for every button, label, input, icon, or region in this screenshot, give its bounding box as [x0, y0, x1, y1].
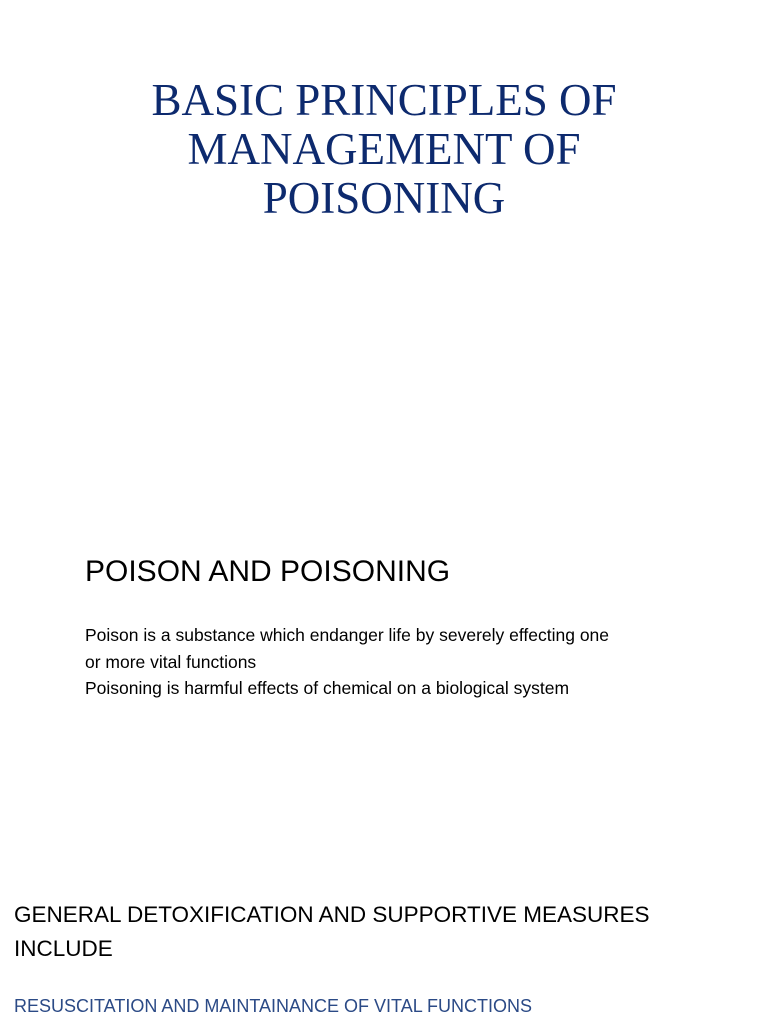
detox-heading: [14, 898, 734, 966]
definition-line: Poison is a substance which endanger life by severely effecting one: [85, 625, 610, 645]
slide-title-line: MANAGEMENT OF: [187, 124, 581, 174]
slide-title-line: BASIC PRINCIPLES OF: [151, 75, 617, 125]
section-heading: POISON AND POISONING: [85, 555, 451, 588]
slide-title: [84, 76, 684, 223]
resuscitation-subheading: RESUSCITATION AND MAINTAINANCE OF VITAL FUNCTIONS: [14, 996, 533, 1016]
definition-line: or more vital functions: [85, 651, 257, 672]
definition-line: Poisoning is harmful effects of chemical on a biological system: [85, 678, 570, 698]
definition-text: [85, 622, 725, 702]
detox-heading-line: GENERAL DETOXIFICATION AND SUPPORTIVE MEASURES: [14, 902, 650, 927]
slide-title-line: POISONING: [262, 173, 506, 223]
detox-heading-line: INCLUDE: [14, 936, 113, 961]
